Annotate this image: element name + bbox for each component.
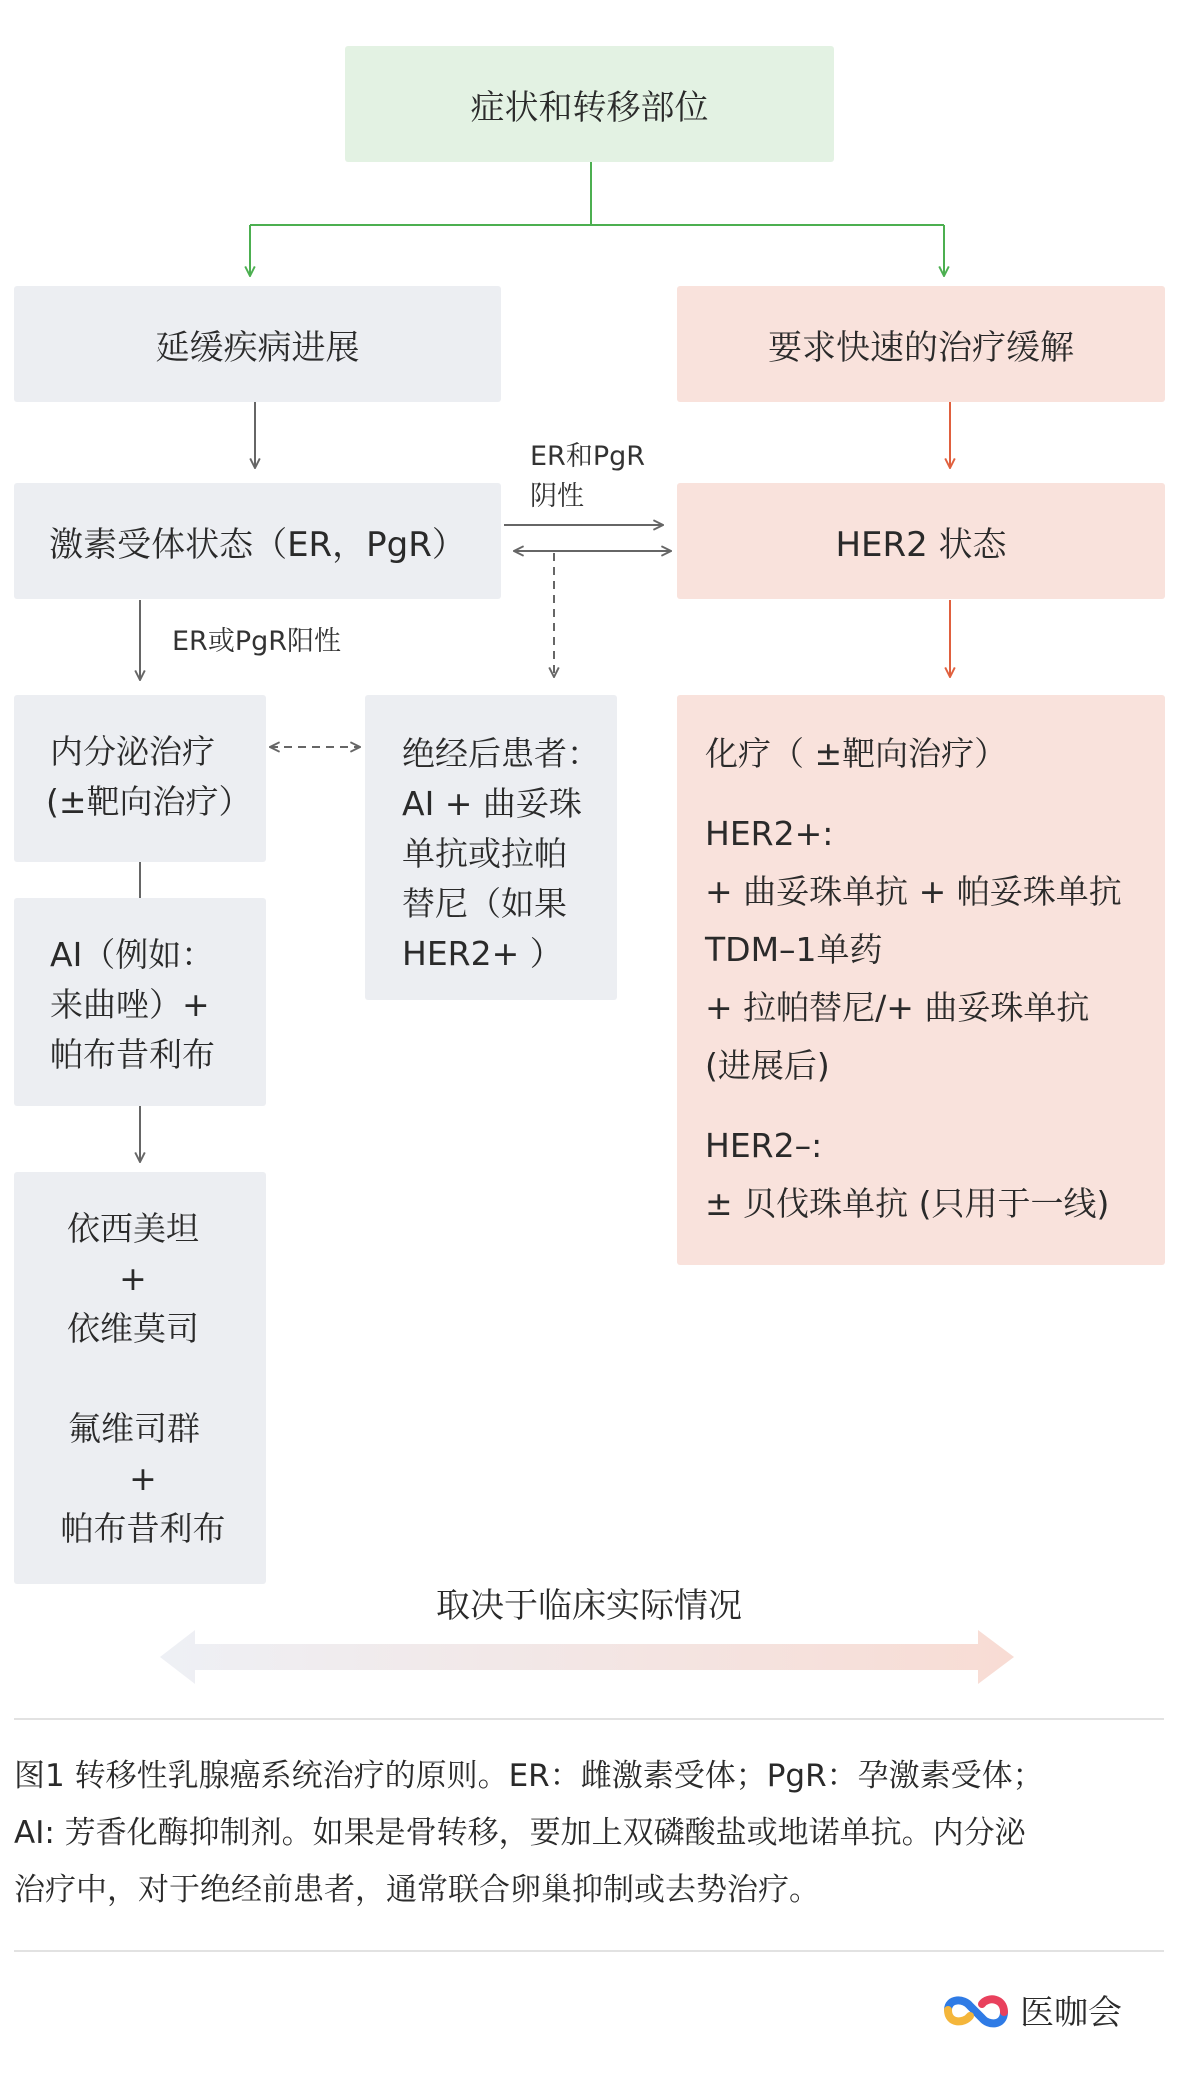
combo-exemestane-everolimus: [28, 1204, 238, 1354]
combo2-drug-b: 帕布昔利布: [60, 1509, 226, 1548]
postmeno-line-1: 绝经后患者：: [402, 734, 600, 773]
node-her2-label: HER2 状态: [835, 524, 1007, 565]
her2pos-line-3: + 拉帕替尼/+ 曲妥珠单抗: [705, 988, 1090, 1027]
logo-text: 医咖会: [1020, 1993, 1122, 2033]
combo1-drug-b: 依维莫司: [67, 1309, 199, 1348]
endocrine-line-1: 内分泌治疗: [50, 732, 215, 771]
infinity-logo-icon: [940, 1988, 1012, 2032]
combo1-drug-a: 依西美坦: [67, 1209, 199, 1248]
green-split-arrows: [250, 162, 944, 276]
ai-line-1: AI（例如：: [50, 935, 215, 974]
postmeno-line-3: 单抗或拉帕: [402, 834, 567, 873]
combo2-drug-a: 氟维司群: [68, 1409, 200, 1448]
node-delay-label: 延缓疾病进展: [155, 327, 360, 368]
chemo-title: 化疗（ ±靶向治疗）: [705, 734, 1008, 773]
caption-bottom-rule: [14, 1950, 1164, 1952]
caption-line-2: AI: 芳香化酶抑制剂。如果是骨转移，要加上双磷酸盐或地诺单抗。内分泌: [14, 1815, 1026, 1851]
node-symptoms-label: 症状和转移部位: [470, 87, 709, 128]
combo1-plus: +: [119, 1259, 147, 1298]
figure-caption: [14, 1748, 1178, 1919]
postmeno-line-4: 替尼（如果: [402, 884, 567, 923]
edge-label-neg-line1: ER和PgR: [530, 441, 646, 472]
postmeno-line-5: HER2+ ）: [402, 934, 563, 973]
ai-line-3: 帕布昔利布: [50, 1035, 215, 1074]
her2neg-line-1: ± 贝伐珠单抗 (只用于一线): [705, 1184, 1110, 1223]
edge-label-positive: [172, 622, 341, 662]
node-endocrine-therapy: [14, 695, 266, 862]
brand-logo: [940, 1985, 1122, 2034]
node-postmenopausal: [365, 695, 617, 1000]
clinical-range-label: [0, 1578, 1178, 1627]
clinical-range-arrow: [160, 1630, 1014, 1684]
clinical-range-text: 取决于临床实际情况: [436, 1586, 742, 1626]
chemo-title-block: [705, 725, 1165, 783]
node-ai-letrozole: [14, 898, 266, 1106]
caption-line-1: 图1 转移性乳腺癌系统治疗的原则。ER：雌激素受体；PgR：孕激素受体；: [14, 1758, 1044, 1794]
node-delay-progression: [14, 286, 501, 402]
edge-label-neg-line2: 阴性: [530, 481, 584, 512]
edge-label-negative: [530, 437, 645, 517]
node-rapid-relief: [677, 286, 1165, 402]
node-chemotherapy: [677, 695, 1165, 1265]
combo2-plus: +: [129, 1459, 157, 1498]
node-hormone-receptor-status: [14, 483, 501, 599]
chemo-her2-negative-block: [705, 1117, 1165, 1233]
her2pos-line-2: TDM–1单药: [705, 930, 883, 969]
node-rapid-label: 要求快速的治疗缓解: [768, 327, 1074, 368]
chemo-her2-positive-block: [705, 805, 1165, 1095]
postmeno-line-2: AI + 曲妥珠: [402, 784, 582, 823]
combo-fulvestrant-palbociclib: [28, 1404, 258, 1554]
node-symptoms: [345, 46, 834, 162]
node-her2-status: [677, 483, 1165, 599]
endocrine-line-2: (±靶向治疗）: [46, 782, 252, 821]
caption-line-3: 治疗中，对于绝经前患者，通常联合卵巢抑制或去势治疗。: [14, 1872, 820, 1908]
ai-line-2: 来曲唑）+: [50, 985, 210, 1024]
her2pos-line-1: + 曲妥珠单抗 + 帕妥珠单抗: [705, 872, 1122, 911]
her2neg-label: HER2–:: [705, 1126, 823, 1165]
node-hormone-label: 激素受体状态（ER，PgR）: [49, 524, 466, 565]
caption-top-rule: [14, 1718, 1164, 1720]
her2pos-label: HER2+:: [705, 814, 834, 853]
node-combo-regimens: [14, 1172, 266, 1584]
her2pos-line-4: (进展后): [705, 1046, 830, 1085]
edge-label-pos-text: ER或PgR阳性: [172, 626, 342, 657]
